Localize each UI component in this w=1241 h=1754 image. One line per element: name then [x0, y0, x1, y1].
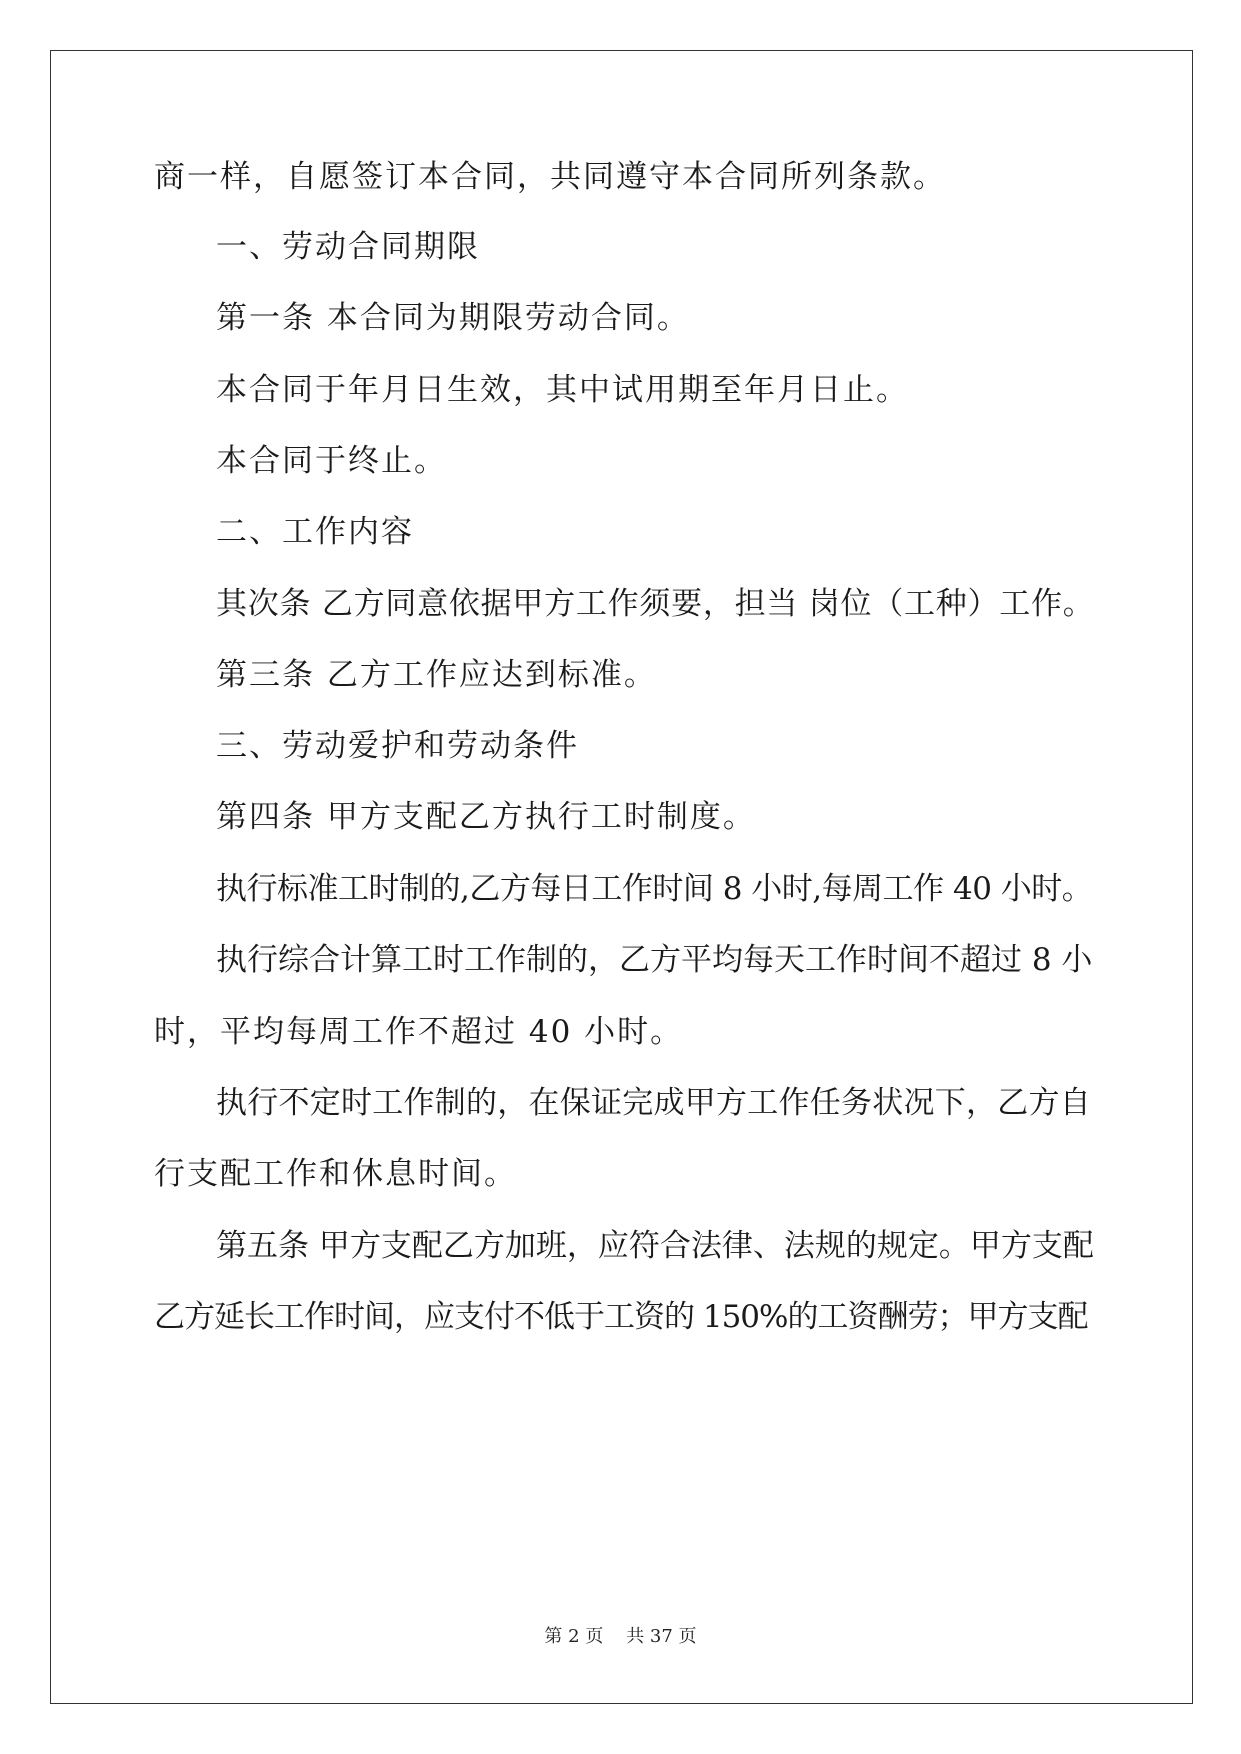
section-heading: 三、劳动爱护和劳动条件: [216, 728, 579, 764]
paragraph-line: 时，平均每周工作不超过 40 小时。: [154, 1014, 684, 1050]
paragraph-line: 执行标准工时制的,乙方每日工作时间 8 小时,每周工作 40 小时。: [216, 871, 1093, 907]
paragraph-line: 执行综合计算工时工作制的，乙方平均每天工作时间不超过 8 小: [216, 942, 1093, 978]
paragraph-line: 其次条 乙方同意依据甲方工作须要，担当 岗位（工种）工作。: [216, 586, 1095, 622]
page-number: 第 2 页 共 37 页: [544, 1626, 697, 1647]
section-heading: 一、劳动合同期限: [216, 229, 480, 265]
paragraph-line: 第五条 甲方支配乙方加班，应符合法律、法规的规定。甲方支配: [216, 1228, 1094, 1264]
paragraph-line: 本合同于终止。: [216, 443, 447, 479]
paragraph-line: 第四条 甲方支配乙方执行工时制度。: [216, 799, 756, 835]
paragraph-line: 第一条 本合同为期限劳动合同。: [216, 300, 690, 336]
page-footer: [0, 1625, 1241, 1649]
paragraph-line: 行支配工作和休息时间。: [154, 1156, 517, 1192]
paragraph-line: 执行不定时工作制的，在保证完成甲方工作任务状况下，乙方自: [216, 1085, 1091, 1121]
paragraph-line: 乙方延长工作时间，应支付不低于工资的 150%的工资酬劳；甲方支配: [154, 1299, 1088, 1335]
paragraph-line: 本合同于年月日生效，其中试用期至年月日止。: [216, 372, 909, 408]
paragraph-line: 商一样，自愿签订本合同，共同遵守本合同所列条款。: [154, 159, 946, 195]
paragraph-line: 第三条 乙方工作应达到标准。: [216, 657, 657, 693]
section-heading: 二、工作内容: [216, 514, 414, 550]
